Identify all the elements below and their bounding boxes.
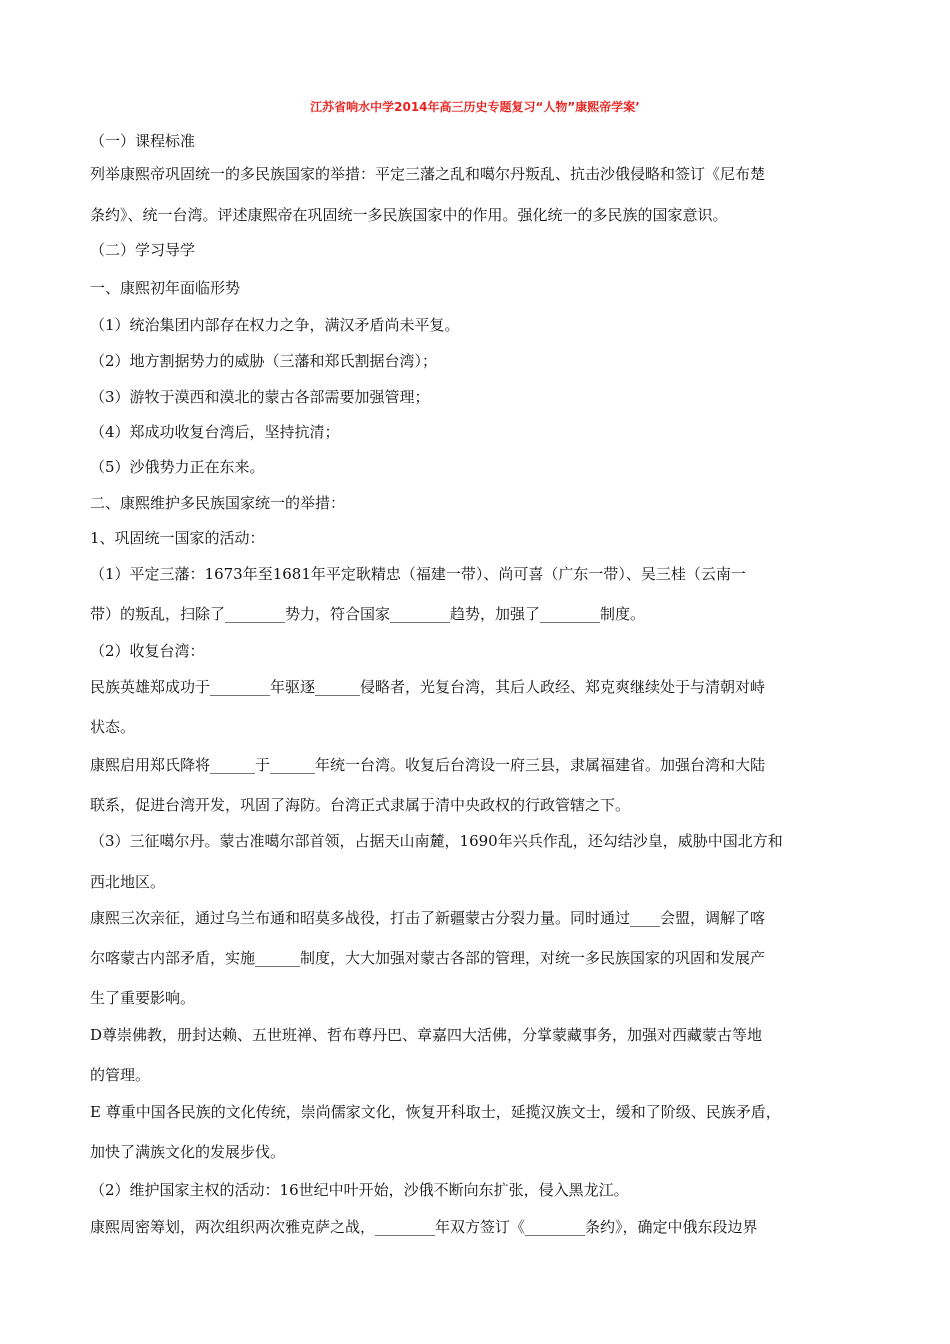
paragraph-line: 尔喀蒙古内部矛盾，实施______制度，大大加强对蒙古各部的管理，对统一多民族国家的巩固和发展产 — [90, 949, 766, 967]
paragraph-line: D尊崇佛教，册封达赖、五世班禅、哲布尊丹巴、章嘉四大活佛，分掌蒙藏事务，加强对西藏蒙古等地 — [90, 1026, 763, 1044]
paragraph-line: （1）平定三藩：1673年至1681年平定耿精忠（福建一带）、尚可喜（广东一带）、吴三桂（云南一 — [90, 565, 746, 583]
section-heading: （一）课程标准 — [90, 132, 196, 150]
paragraph-line: 列举康熙帝巩固统一的多民族国家的举措：平定三藩之乱和噶尔丹叛乱、抗击沙俄侵略和签订《尼布楚 — [90, 165, 766, 183]
paragraph-line: 民族英雄郑成功于________年驱逐______侵略者，光复台湾，其后人政经、郑克爽继续处于与清朝对峙 — [90, 678, 766, 696]
paragraph-line: 状态。 — [90, 718, 136, 736]
paragraph-line: 康熙三次亲征，通过乌兰布通和昭莫多战役，打击了新疆蒙古分裂力量。同时通过____会盟，调解了喀 — [90, 909, 766, 927]
document-title: 江苏省响水中学2014年高三历史专题复习“人物”康熙帝学案’ — [310, 100, 640, 114]
paragraph-line: 康熙周密筹划，两次组织两次雅克萨之战，________年双方签订《________条约》，确定中俄东段边界 — [90, 1218, 758, 1236]
subsection-heading: 一、康熙初年面临形势 — [90, 279, 241, 297]
paragraph-line: 生了重要影响。 — [90, 989, 196, 1007]
paragraph-line: 联系，促进台湾开发，巩固了海防。台湾正式隶属于清中央政权的行政管辖之下。 — [90, 796, 631, 814]
paragraph-line: 加快了满族文化的发展步伐。 — [90, 1143, 286, 1161]
subsection-heading: 1、巩固统一国家的活动： — [90, 529, 265, 547]
paragraph-line: 带）的叛乱，扫除了________势力，符合国家________趋势，加强了________制度。 — [90, 605, 646, 623]
paragraph-line: （3）三征噶尔丹。蒙古准噶尔部首领，占据天山南麓，1690年兴兵作乱，还勾结沙皇，威胁中国北方和 — [90, 832, 783, 850]
list-item: （3）游牧于漠西和漠北的蒙古各部需要加强管理； — [90, 388, 430, 406]
paragraph-line: 西北地区。 — [90, 873, 166, 891]
list-item: （2）地方割据势力的威胁（三藩和郑氏割据台湾）； — [90, 352, 438, 370]
section-heading: （二）学习导学 — [90, 241, 196, 259]
list-item: （2）收复台湾： — [90, 642, 205, 660]
subsection-heading: 二、康熙维护多民族国家统一的举措： — [90, 494, 346, 512]
paragraph-line: 条约》、统一台湾。评述康熙帝在巩固统一多民族国家中的作用。强化统一的多民族的国家意识。 — [90, 206, 728, 224]
list-item: （5）沙俄势力正在东来。 — [90, 458, 265, 476]
paragraph-line: E 尊重中国各民族的文化传统，崇尚儒家文化，恢复开科取士，延揽汉族文士，缓和了阶级、民族矛盾， — [90, 1103, 781, 1121]
paragraph-line: 的管理。 — [90, 1066, 151, 1084]
list-item: （1）统治集团内部存在权力之争，满汉矛盾尚未平复。 — [90, 316, 460, 334]
list-item: （4）郑成功收复台湾后，坚持抗清； — [90, 423, 340, 441]
paragraph-line: （2）维护国家主权的活动：16世纪中叶开始，沙俄不断向东扩张，侵入黑龙江。 — [90, 1181, 629, 1199]
paragraph-line: 康熙启用郑氏降将______于______年统一台湾。收复后台湾设一府三县，隶属福建省。加强台湾和大陆 — [90, 756, 766, 774]
